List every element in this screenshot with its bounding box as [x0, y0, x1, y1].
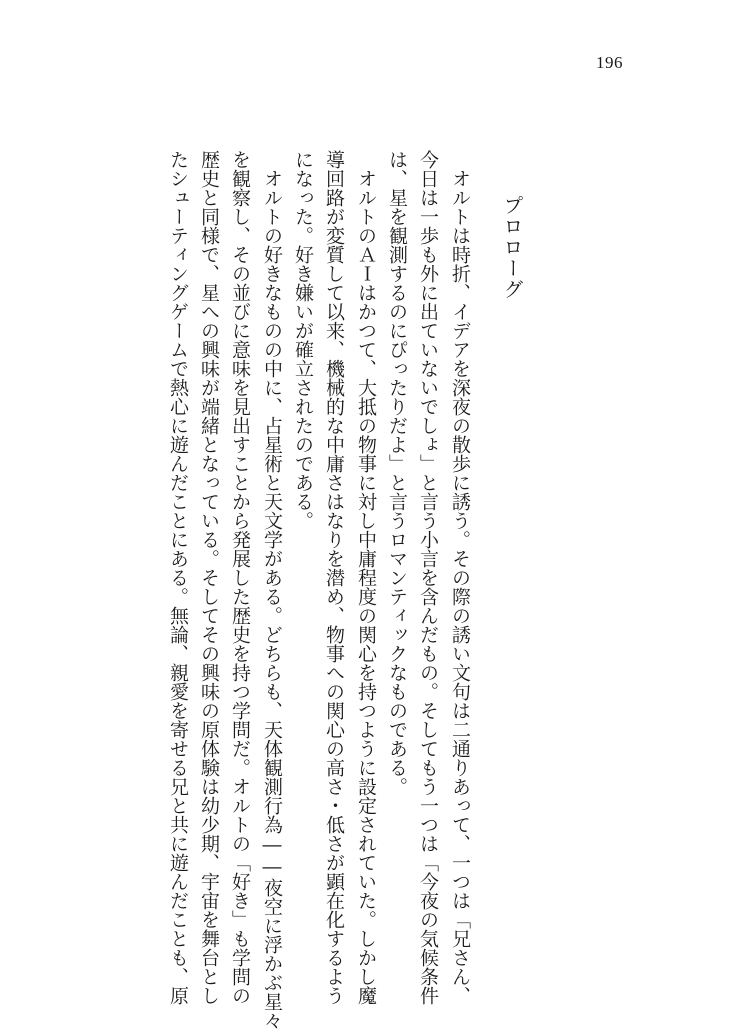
chapter-title: プロローグ — [500, 195, 524, 300]
body-line: 導回路が変質して以来、機械的な中庸さはなりを潜め、物事への関心の高さ・低さが顕在化するよう — [323, 150, 345, 1005]
page-number: 196 — [596, 53, 623, 72]
body-line: オルトは時折、イデアを深夜の散歩に誘う。その際の誘い文句は二通りあって、一つは「兄さん、 — [449, 150, 471, 1005]
body-line: 今日は一歩も外に出ていないでしょ」と言う小言を含んだもの。そしてもう一つは「今夜の気候条件 — [417, 150, 439, 1005]
body-line: は、星を観測するのにぴったりだよ」と言うロマンティックなものである。 — [386, 150, 408, 796]
body-line: オルトの好きなものの中に、占星術と天文学がある。どちらも、天体観測行為――夜空に浮かぶ星々 — [261, 150, 283, 1030]
body-line: を観察し、その並びに意味を見出すことから発展した歴史を持つ学問だ。オルトの「好き」も学問の — [229, 150, 251, 1005]
body-line: たシューティングゲームで熱心に遊んだことにある。無論、親愛を寄せる兄と共に遊んだことも、原 — [167, 150, 189, 1005]
body-line: オルトのＡＩはかつて、大抵の物事に対し中庸程度の関心を持つように設定されていた。しかし魔 — [355, 150, 377, 1005]
body-line: になった。好き嫌いが確立されたのである。 — [292, 150, 314, 530]
body-line: 歴史と同様で、星への興味が端緒となっている。そしてその興味の原体験は幼少期、宇宙を舞台とし — [198, 150, 220, 1005]
